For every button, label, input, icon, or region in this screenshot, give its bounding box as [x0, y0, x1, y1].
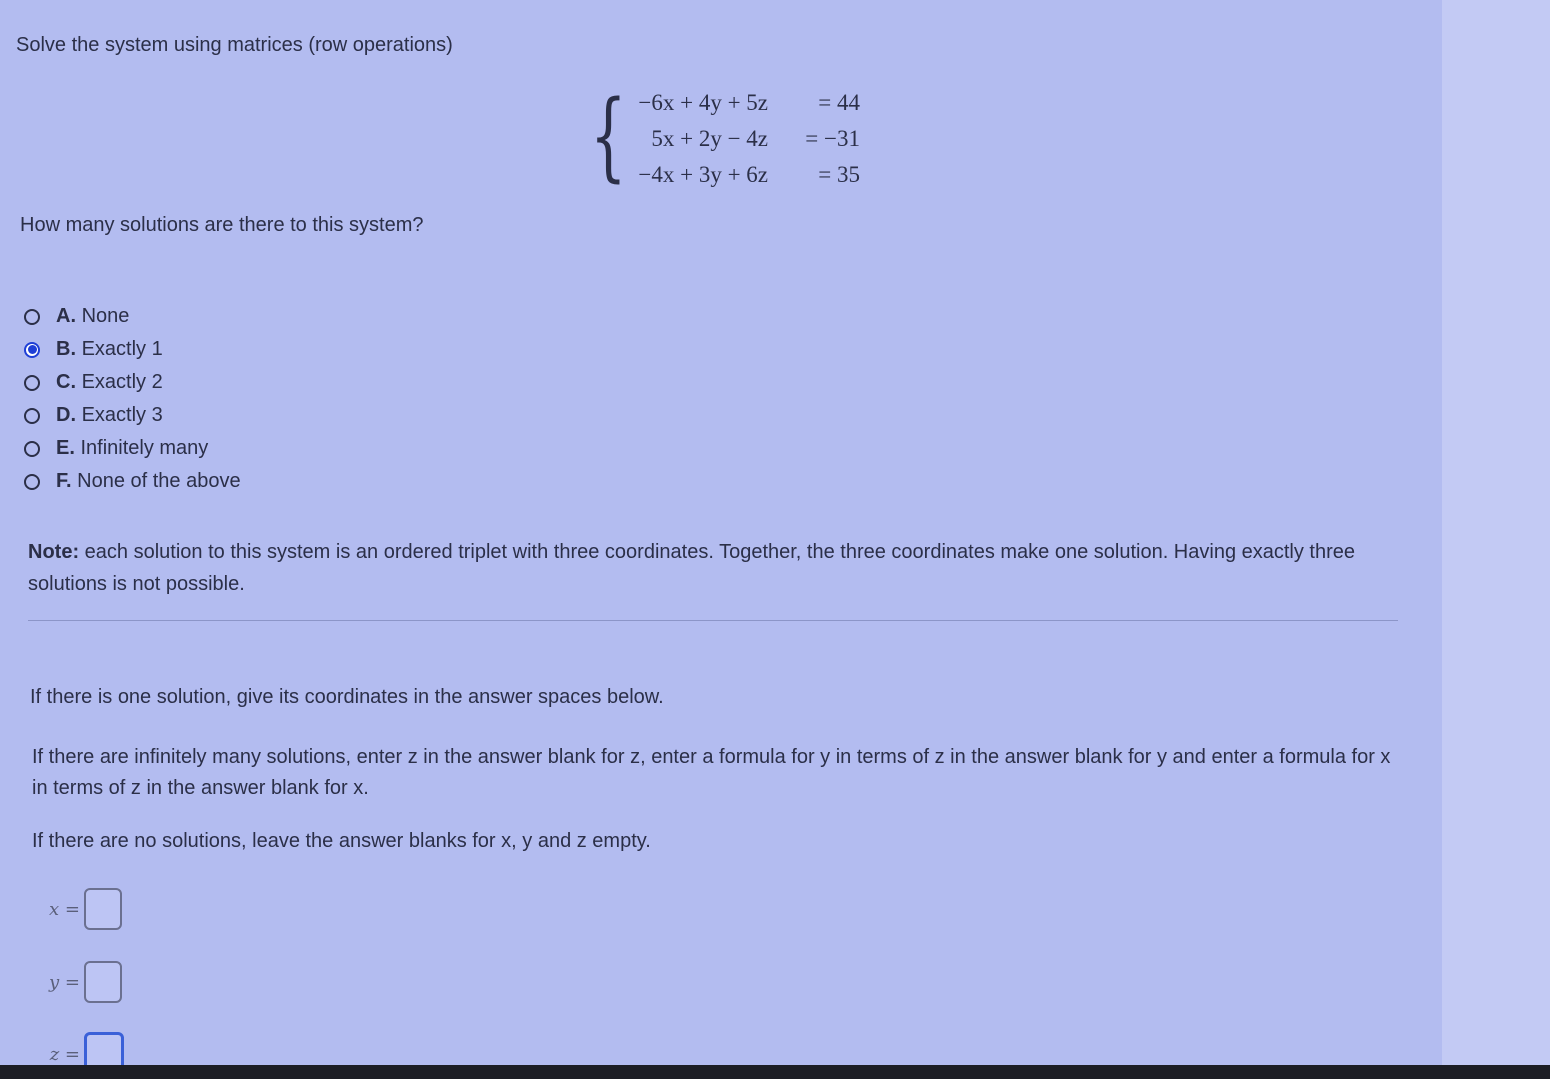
equation-row: −4x + 3y + 6z = 35 [638, 162, 860, 187]
radio-button-selected[interactable] [24, 342, 40, 358]
option-e[interactable]: E. Infinitely many [24, 437, 208, 460]
instruction-infinite: If there are infinitely many solutions, enter z in the answer blank for z, enter a formula for y in terms of z in the answer blank for y and enter a formula for x in terms of z in the answer blank for x. [32, 746, 1391, 799]
option-c[interactable]: C. Exactly 2 [24, 371, 163, 394]
y-input[interactable] [84, 961, 122, 1003]
option-a[interactable]: A. None [24, 305, 129, 328]
equation-system [590, 80, 870, 196]
z-field: z = [30, 1032, 124, 1076]
instruction-one-solution: If there is one solution, give its coordinates in the answer spaces below. [30, 686, 664, 708]
brace-icon: { [590, 80, 627, 192]
y-field: y = [30, 961, 122, 1003]
equation-row: 5x + 2y − 4z = −31 [651, 126, 860, 151]
radio-button[interactable] [24, 375, 40, 391]
screen-bezel [0, 1065, 1550, 1079]
option-d[interactable]: D. Exactly 3 [24, 404, 163, 427]
x-field: x = [30, 888, 122, 930]
radio-button[interactable] [24, 408, 40, 424]
radio-button[interactable] [24, 474, 40, 490]
note: Note: each solution to this system is an ordered triplet with three coordinates. Together, the three coordinates make one solution. Having exactly three solutions is not possible. [28, 541, 1356, 595]
x-input[interactable] [84, 888, 122, 930]
radio-button[interactable] [24, 309, 40, 325]
equation-row: −6x + 4y + 5z = 44 [638, 90, 860, 115]
option-f[interactable]: F. None of the above [24, 470, 241, 493]
radio-button[interactable] [24, 441, 40, 457]
option-b[interactable]: B. Exactly 1 [24, 338, 163, 361]
question-prompt: How many solutions are there to this system? [20, 214, 424, 236]
instruction-none: If there are no solutions, leave the answer blanks for x, y and z empty. [32, 830, 651, 852]
question-title: Solve the system using matrices (row operations) [16, 34, 453, 56]
scroll-area [1442, 0, 1550, 1065]
divider [28, 620, 1398, 621]
